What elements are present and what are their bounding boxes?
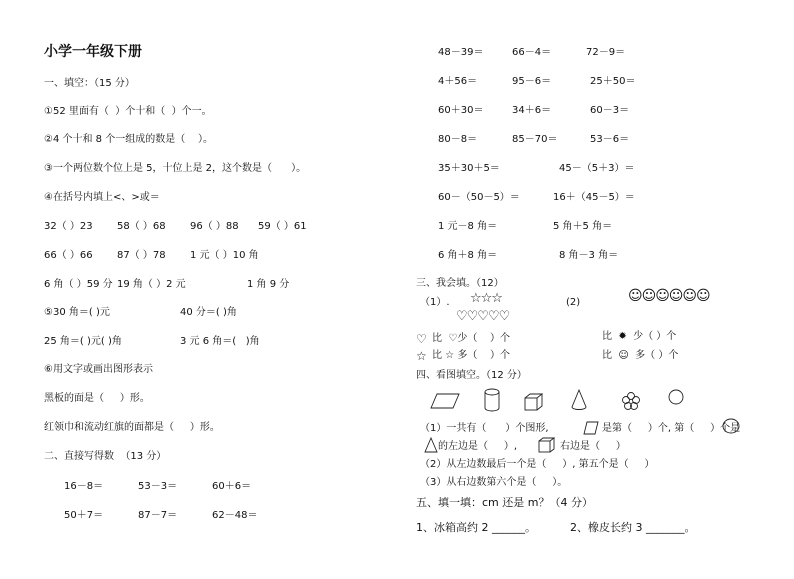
math-item: 45－（5＋3）＝ [559, 163, 635, 174]
circle-icon [668, 389, 684, 405]
heart-icon: ♡ [416, 332, 427, 346]
math-item: 60－3＝ [590, 105, 630, 116]
smileys-icon: ☺☺☺☺☺☺ [628, 288, 710, 304]
section2-heading: 二、直接写得数 （13 分） [44, 451, 167, 462]
conversion-item: 40 分＝( )角 [180, 307, 237, 318]
compare-stars-text: 比 ☆ 多（ ）个 [432, 350, 511, 361]
math-item: 1 元－8 角＝ [438, 221, 498, 232]
math-item: 66－4＝ [512, 47, 552, 58]
section4-heading: 四、看图填空。（12 分） [416, 370, 527, 381]
math-item: 48－39＝ [438, 47, 484, 58]
question-6: ⑥用文字或画出图形表示 [44, 364, 153, 375]
cube-icon [524, 393, 544, 411]
page-title: 小学一年级下册 [44, 44, 142, 60]
compare-item: 1 角 9 分 [247, 279, 290, 290]
part2-label: (2) [566, 297, 581, 308]
compare-item: 19 角（ ）2 元 [117, 279, 186, 290]
compare-item: 6 角（ ）59 分 [44, 279, 113, 290]
ellipse-icon [722, 418, 740, 434]
parallelogram-icon [430, 392, 460, 410]
picture-question-1a: （1）一共有（ ）个图形, [420, 423, 549, 434]
compare-item: 58（ ）68 [117, 221, 166, 232]
math-item: 5 角＋5 角＝ [553, 221, 613, 232]
math-item: 62－48＝ [212, 510, 258, 521]
math-item: 16－8＝ [64, 481, 104, 492]
section5-heading: 五、填一填：cm 还是 m？（4 分） [416, 496, 593, 509]
question-4: ④在括号内填上<、>或＝ [44, 192, 160, 203]
compare-smile-text: 比 ☺ 多（ ）个 [602, 350, 679, 361]
question-3: ③一个两位数个位上是 5，十位上是 2，这个数是（ ）。 [44, 163, 307, 174]
math-item: 53－6＝ [590, 134, 630, 145]
compare-item: 87（ ）78 [117, 250, 166, 261]
math-item: 72－9＝ [586, 47, 626, 58]
question-2: ②4 个十和 8 个一组成的数是（ ）。 [44, 134, 213, 145]
compare-item: 32（ ）23 [44, 221, 93, 232]
question-6a: 黑板的面是（ ）形。 [44, 393, 150, 404]
compare-item: 96（ ）88 [190, 221, 239, 232]
stars-icon: ☆☆☆ [470, 291, 502, 306]
flower-icon [622, 392, 640, 410]
triangle-icon [424, 437, 438, 453]
math-item: 8 角－3 角＝ [559, 250, 619, 261]
math-item: 53－3＝ [138, 481, 178, 492]
picture-question-1d: 右边是（ ） [560, 441, 626, 452]
picture-question-1b: 是第（ ）个, 第（ ）个是 [602, 423, 741, 434]
math-item: 34＋6＝ [512, 105, 552, 116]
star-icon: ☆ [416, 349, 427, 363]
compare-item: 59（ ）61 [258, 221, 307, 232]
math-item: 85－70＝ [512, 134, 558, 145]
math-item: 95－6＝ [512, 76, 552, 87]
section1-heading: 一、填空：（15 分） [44, 78, 135, 89]
picture-question-3: （3）从右边数第六个是（ ）。 [420, 477, 568, 488]
section3-heading: 三、我会填。（12） [416, 278, 504, 289]
compare-hearts-text: 比 ♡少（ ）个 [432, 333, 511, 344]
conversion-item: 25 角＝( )元( )角 [44, 336, 122, 347]
parallelogram-icon [583, 421, 599, 435]
math-item: 25＋50＝ [590, 76, 636, 87]
cylinder-icon [484, 388, 500, 412]
unit-question-2: 2、橡皮长约 3 _______。 [570, 521, 696, 534]
math-item: 60＋30＝ [438, 105, 484, 116]
picture-question-1c: 的左边是（ ）, [438, 441, 518, 452]
math-item: 6 角＋8 角＝ [438, 250, 498, 261]
conversion-item: ⑤30 角＝( )元 [44, 307, 110, 318]
picture-question-2: （2）从左边数最后一个是（ ）, 第五个是（ ） [420, 459, 655, 470]
cube-icon [538, 437, 556, 453]
math-item: 80－8＝ [438, 134, 478, 145]
math-item: 4＋56＝ [438, 76, 478, 87]
math-item: 60＋6＝ [212, 481, 252, 492]
compare-item: 1 元（ ）10 角 [190, 250, 259, 261]
part1-label: （1）. [420, 297, 450, 308]
hearts-icon: ♡♡♡♡♡ [456, 309, 510, 324]
math-item: 35＋30＋5＝ [438, 163, 500, 174]
math-item: 50＋7＝ [64, 510, 104, 521]
compare-item: 66（ ）66 [44, 250, 93, 261]
compare-sun-text: 比 ✹ 少（ ）个 [602, 331, 677, 342]
math-item: 60－（50－5）＝ [438, 192, 520, 203]
cone-icon [571, 389, 587, 411]
math-item: 87－7＝ [138, 510, 178, 521]
question-1: ①52 里面有（ ）个十和（ ）个一。 [44, 106, 212, 117]
unit-question-1: 1、冰箱高约 2 ______。 [416, 521, 536, 534]
conversion-item: 3 元 6 角＝( )角 [180, 336, 260, 347]
question-6b: 红领巾和流动红旗的面都是（ ）形。 [44, 422, 220, 433]
math-item: 16＋（45－5）＝ [553, 192, 635, 203]
